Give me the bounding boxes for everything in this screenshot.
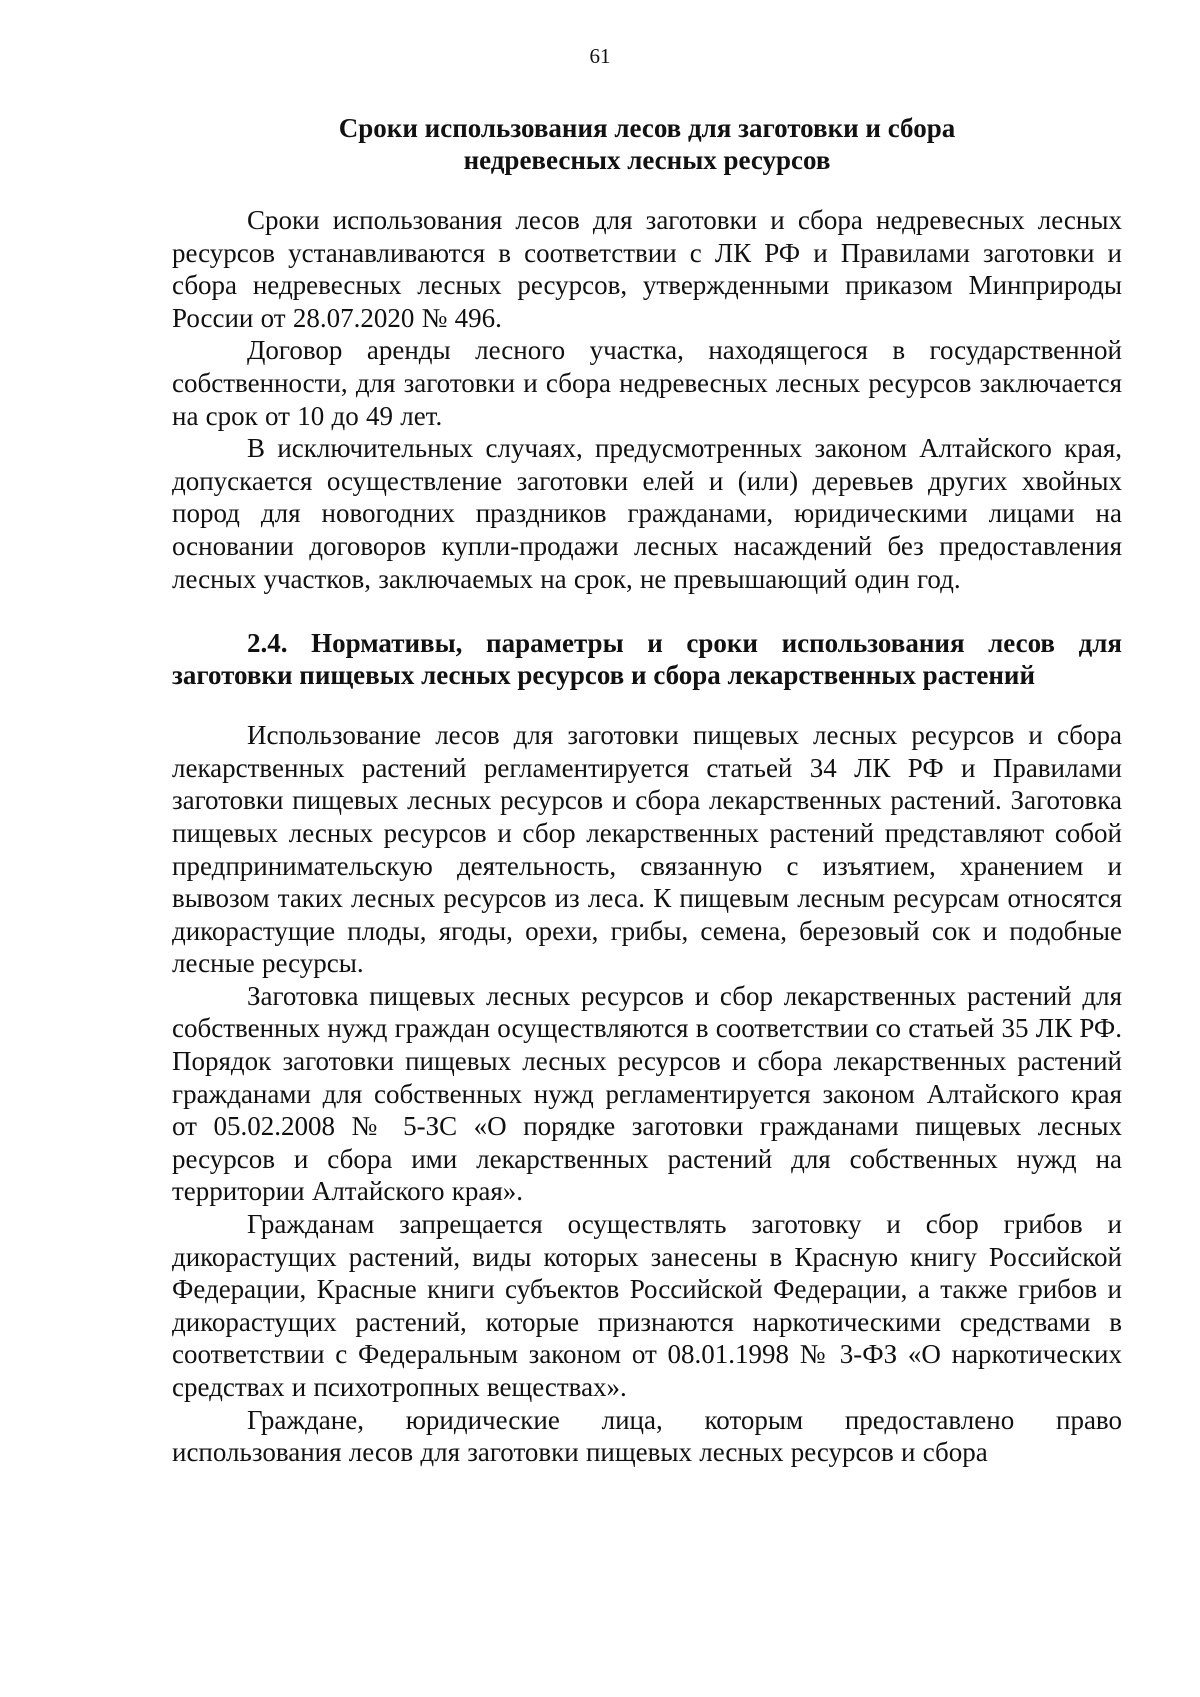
heading-line: Сроки использования лесов для заготовки и сбора [338,113,956,143]
paragraph: Гражданам запрещается осуществлять заготовку и сбор грибов и дикорастущих растений, виды которых занесены в Красную книгу Российской Федерации, Красные книги субъектов Российской Федерации, а также грибов и дикорастущих растений, которые признаются наркотическими средствами в соответствии с Федеральным законом от 08.01.1998 № 3-ФЗ «О наркотических средствах и психотропных веществах». [172,1209,1122,1402]
paragraph: Заготовка пищевых лесных ресурсов и сбор лекарственных растений для собственных нужд граждан осуществляются в соответствии со статьей 35 ЛК РФ. Порядок заготовки пищевых лесных ресурсов и сбора лекарственных растений гражданами для собственных нужд регламентируется законом Алтайского края от 05.02.2008 № 5-ЗС «О порядке заготовки гражданами пищевых лесных ресурсов и сбора ими лекарственных растений для собственных нужд на территории Алтайского края». [172,980,1122,1207]
paragraph: В исключительных случаях, предусмотренных законом Алтайского края, допускается осуществление заготовки елей и (или) деревьев других хвойных пород для новогодних праздников гражданами, юридическими лицами на основании договоров купли-продажи лесных насаждений без предоставления лесных участков, заключаемых на срок, не превышающий один год. [172,433,1122,594]
document-body [172,112,1122,1469]
paragraph: Использование лесов для заготовки пищевых лесных ресурсов и сбора лекарственных растений регламентируется статьей 34 ЛК РФ и Правилами заготовки пищевых лесных ресурсов и сбора лекарственных растений. Заготовка пищевых лесных ресурсов и сбор лекарственных растений представляют собой предпринимательскую деятельность, связанную с изъятием, хранением и вывозом таких лесных ресурсов из леса. К пищевым лесным ресурсам относятся дикорастущие плоды, ягоды, орехи, грибы, семена, березовый сок и подобные лесные ресурсы. [172,720,1122,979]
section-heading-non-timber-terms [172,112,1122,176]
paragraph: Сроки использования лесов для заготовки и сбора недревесных лесных ресурсов устанавливаются в соответствии с ЛК РФ и Правилами заготовки и сбора недревесных лесных ресурсов, утвержденными приказом Минприроды России от 28.07.2020 № 496. [172,205,1122,333]
paragraph-continued: Граждане, юридические лица, которым предоставлено право использования лесов для заготовки пищевых лесных ресурсов и сбора [172,1404,1122,1468]
section-heading-2-4: 2.4. Нормативы, параметры и сроки использования лесов для заготовки пищевых лесных ресурсов и сбора лекарственных растений [172,628,1122,691]
heading-line: недревесных лесных ресурсов [463,145,831,175]
page-number: 61 [589,44,611,68]
paragraph: Договор аренды лесного участка, находящегося в государственной собственности, для заготовки и сбора недревесных лесных ресурсов заключается на срок от 10 до 49 лет. [172,335,1122,431]
